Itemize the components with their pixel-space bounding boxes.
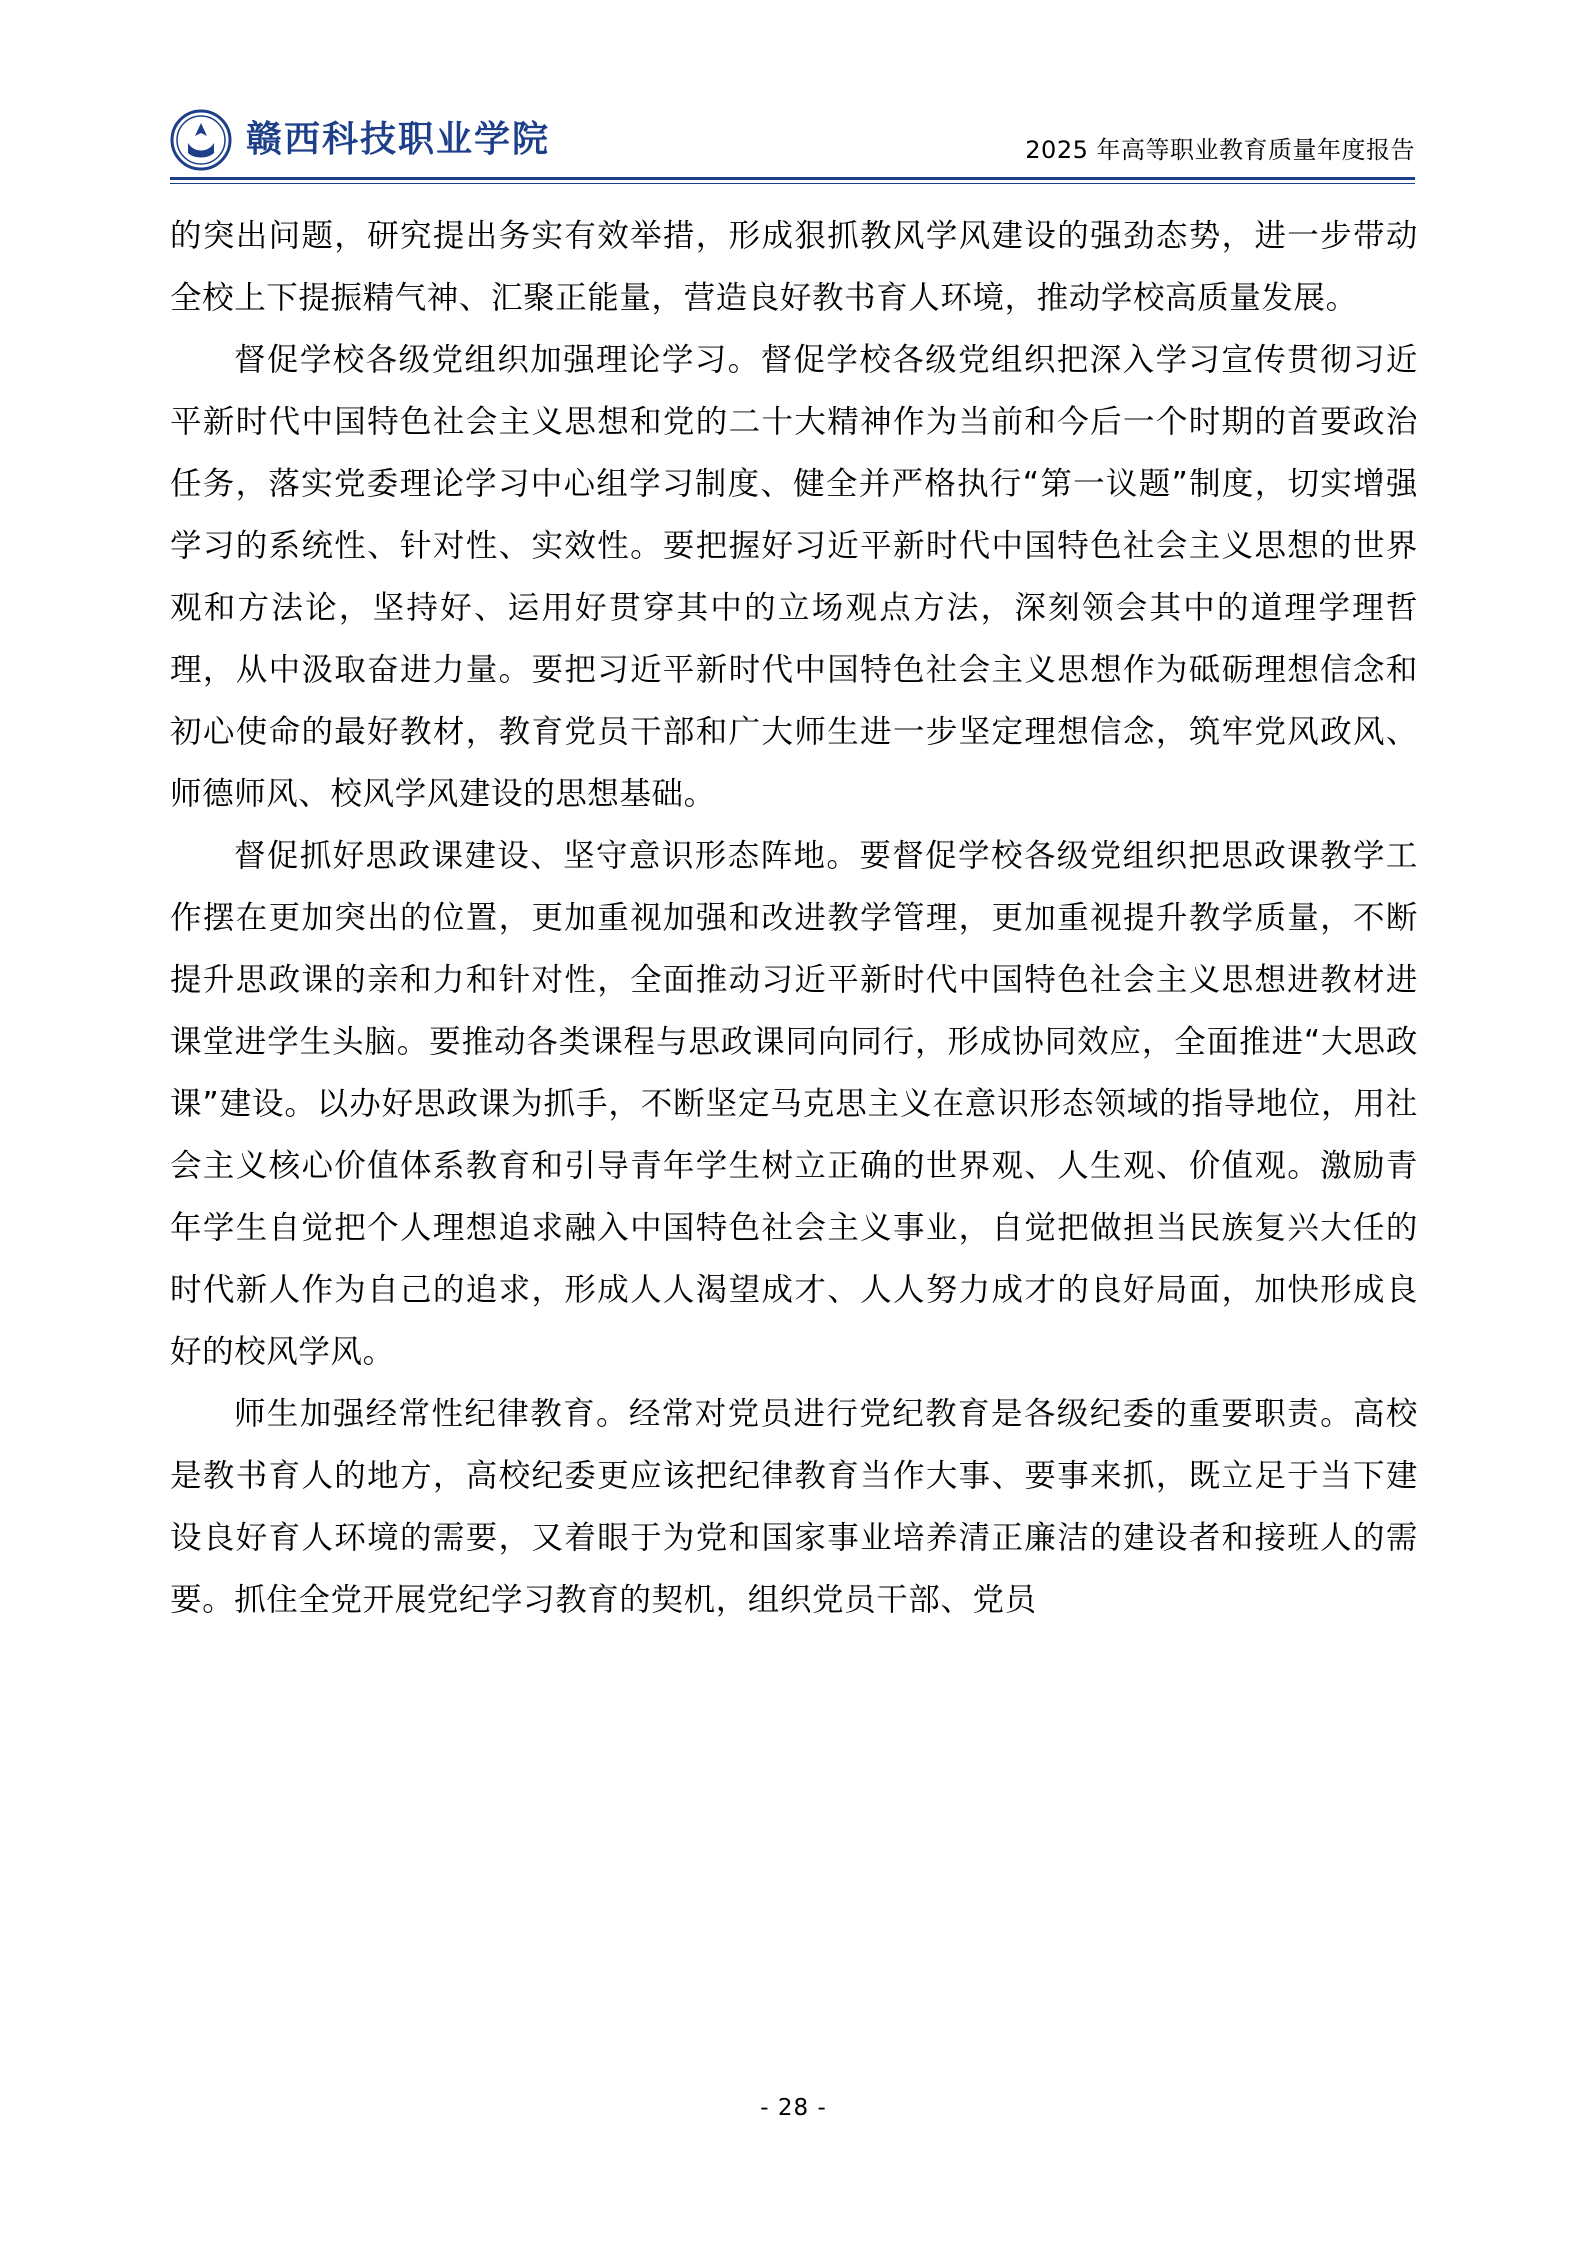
paragraph: 师生加强经常性纪律教育。经常对党员进行党纪教育是各级纪委的重要职责。高校是教书育人的地方，高校纪委更应该把纪律教育当作大事、要事来抓，既立足于当下建设良好育人环境的需要，又着眼于为党和国家事业培养清正廉洁的建设者和接班人的需要。抓住全党开展党纪学习教育的契机，组织党员干部、党员 [170,1396,1418,1618]
paragraph: 的突出问题，研究提出务实有效举措，形成狠抓教风学风建设的强劲态势，进一步带动全校上下提振精气神、汇聚正能量，营造良好教书育人环境，推动学校高质量发展。 [170,218,1418,316]
page-number: - 28 - [760,2095,827,2121]
header-divider-thick [170,177,1415,180]
report-title: 2025 年高等职业教育质量年度报告 [1025,136,1415,164]
paragraph: 督促抓好思政课建设、坚守意识形态阵地。要督促学校各级党组织把思政课教学工作摆在更加突出的位置，更加重视加强和改进教学管理，更加重视提升教学质量，不断提升思政课的亲和力和针对性，全面推动习近平新时代中国特色社会主义思想进教材进课堂进学生头脑。要推动各类课程与思政课同向同行，形成协同效应，全面推进“大思政课”建设。以办好思政课为抓手，不断坚定马克思主义在意识形态领域的指导地位，用社会主义核心价值体系教育和引导青年学生树立正确的世界观、人生观、价值观。激励青年学生自觉把个人理想追求融入中国特色社会主义事业，自觉把做担当民族复兴大任的时代新人作为自己的追求，形成人人渴望成才、人人努力成才的良好局面，加快形成良好的校风学风。 [170,838,1418,1370]
document-body [170,205,1418,1631]
header-branding [170,109,550,175]
institution-name: 赣西科技职业学院 [246,119,551,160]
header-divider-thin [170,183,1415,184]
page-header [170,95,1415,175]
school-crest-icon [170,109,232,171]
svg-text:G: G [195,137,207,153]
paragraph: 督促学校各级党组织加强理论学习。督促学校各级党组织把深入学习宣传贯彻习近平新时代中国特色社会主义思想和党的二十大精神作为当前和今后一个时期的首要政治任务，落实党委理论学习中心组学习制度、健全并严格执行“第一议题”制度，切实增强学习的系统性、针对性、实效性。要把握好习近平新时代中国特色社会主义思想的世界观和方法论，坚持好、运用好贯穿其中的立场观点方法，深刻领会其中的道理学理哲理，从中汲取奋进力量。要把习近平新时代中国特色社会主义思想作为砥砺理想信念和初心使命的最好教材，教育党员干部和广大师生进一步坚定理想信念，筑牢党风政风、师德师风、校风学风建设的思想基础。 [170,342,1418,812]
